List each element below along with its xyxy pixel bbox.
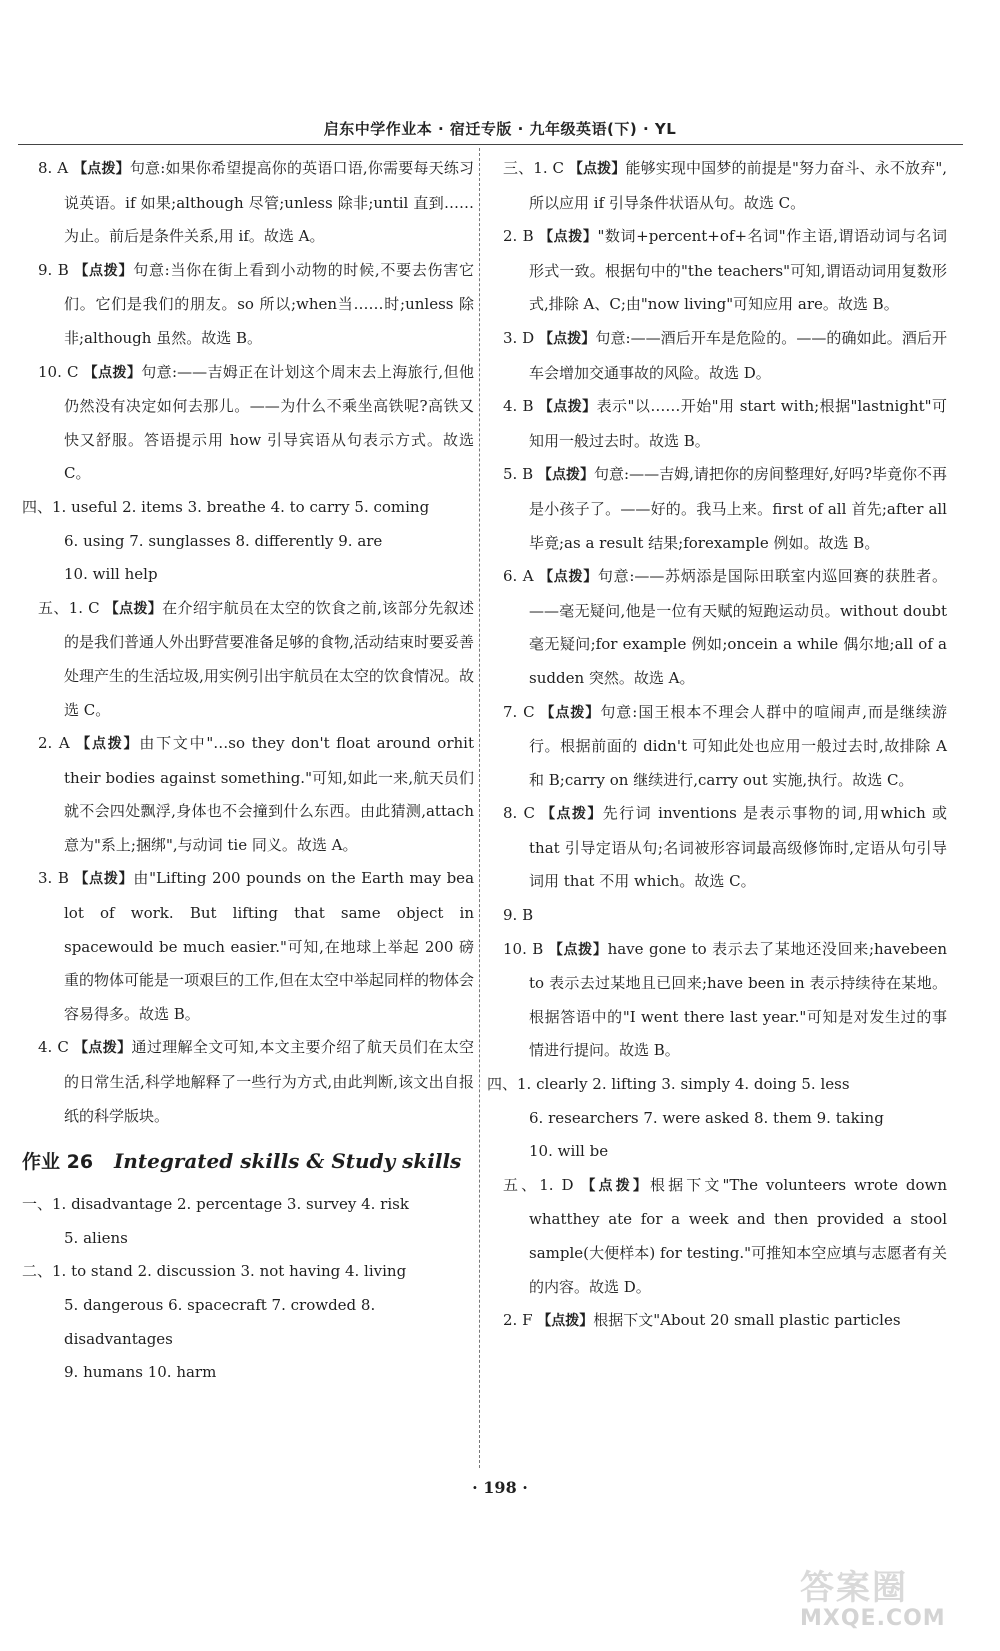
explanation-line: 根据下文"About 20 small plastic particles (593, 1311, 901, 1330)
answer-number: 5. B (503, 465, 534, 484)
answer-number: 7. C (503, 702, 535, 721)
answer-line: 10. will be (529, 1142, 609, 1161)
explanation-line: 乘坐高铁呢?高铁又快又舒服。答语提示用 how 引 (64, 397, 474, 449)
explanation-line: 由此猜测,attach 意为"系上;捆绑",与动词 tie 同义。 (64, 802, 474, 854)
explanation-line: 放弃",所以应用 if 引导条件状语从句。故选 C。 (529, 159, 947, 212)
right-section-3 (487, 152, 947, 1068)
explanation-line: 句意:——吉姆,请把你的房间整理好,好 (594, 465, 849, 484)
explanation-line: 天员们就不会四处飘浮,身体也不会撞到什么东西。 (64, 768, 474, 821)
explanation-line: 续待在某地。根据答语中的"I went there last year." (529, 974, 947, 1026)
explanation-line: example 例如。故选 B。 (704, 533, 880, 552)
tip-label: 【点拨】 (539, 229, 598, 246)
answer-number: 4. B (503, 397, 534, 416)
explanation-line: 施,执行。故选 C。 (787, 770, 914, 789)
answer-line: 5. dangerous 6. spacecraft 7. crowded 8. disadvantages (64, 1296, 376, 1348)
answer-number: 2. A (38, 734, 70, 753)
explanation-line: in a while 偶尔地;all of a sudden 突然。故选 A。 (529, 635, 947, 687)
answer-item (487, 899, 947, 933)
watermark-url: MXQE.COM (800, 1606, 946, 1631)
explanation-line: 可知是对发生过的事情进行提问。故选 B。 (529, 1007, 947, 1060)
explanation-line: 由"Lifting 200 pounds on the Earth may be (133, 869, 466, 888)
explanation-line: 是继续游行。根据前面的 didn't 可知此处也应用一般 (529, 702, 947, 756)
explanation-line: 句意:——苏炳添是国际田联室内巡回赛 (597, 567, 870, 586)
answer-item (22, 727, 474, 862)
answer-item (487, 1169, 947, 1304)
answer-item (487, 797, 947, 899)
answer-line: 5. aliens (64, 1228, 128, 1247)
answer-item (22, 254, 474, 356)
explanation-line: 如此。酒后开车会增加交通事故的风险。故选 D。 (529, 328, 947, 382)
tip-label: 【点拨】 (548, 941, 608, 958)
explanation-line: 宇航员在太空的饮食情况。故选 C。 (64, 666, 474, 719)
answer-item (22, 862, 474, 1031)
explanation-line: 当……时;unless 除非;although 虽然。故选 B。 (64, 295, 474, 347)
explanation-line: 句意:当你在街上看到小动物的时候,不要 (133, 260, 412, 279)
right-section-4 (487, 1068, 947, 1169)
tip-label: 【点拨】 (74, 871, 134, 888)
left-section-4 (22, 491, 474, 592)
explanation-line: 的物体会容易得多。故选 B。 (64, 971, 474, 1023)
tip-label: 【点拨】 (540, 704, 601, 721)
homework-number: 作业 26 (22, 1151, 94, 1174)
explanation-line: "数词+percent+of+名词"作主语,谓语 (597, 227, 870, 246)
explanation-line: night"可知用一般过去时。故选 B。 (529, 397, 947, 450)
explanation-line: 饰时,定语从句引导词用 that 不用 which。故选 C。 (529, 838, 947, 891)
answer-item (487, 152, 947, 220)
explanation-line: 去伤害它们。它们是我们的朋友。so 所以;when (64, 260, 474, 314)
tip-label: 【点拨】 (539, 330, 596, 347)
explanation-line: 旅行,但他仍然没有决定如何去那儿。——为什么不 (64, 362, 474, 416)
watermark-logo: 答案圈 (800, 1568, 908, 1608)
tip-label: 【点拨】 (538, 399, 597, 416)
explanation-line: have gone to 表示去了某地还没回来;have (607, 939, 910, 958)
explanation-line: 句意:国王根本不理会人群中的喧闹声,而 (600, 702, 885, 721)
explanation-line: 句意:——酒后开车是危险的。——的确 (595, 328, 857, 347)
explanation-line: 动员。without doubt 毫无疑问;for example 例如;once (529, 601, 947, 654)
homework-section-2 (22, 1255, 474, 1389)
answer-item (487, 220, 947, 322)
explanation-line: 导宾语从句表示方式。故选 C。 (64, 430, 474, 483)
answer-line: 四、1. useful 2. items 3. breathe 4. to carry 5. coming (22, 497, 430, 516)
tip-label: 【点拨】 (581, 1177, 650, 1194)
explanation-line: 活动结束时要妥善处理产生的生活垃圾,用实例引出 (64, 633, 474, 685)
answer-number: 8. C (503, 804, 535, 823)
explanation-line: 过去时,故排除 A 和 B;carry on 继续进行,carry out 实 (529, 737, 947, 789)
answer-number: 8. A (38, 159, 69, 177)
answer-item (487, 1304, 947, 1339)
tip-label: 【点拨】 (74, 262, 134, 279)
explanation-line: 表示"以……开始"用 start with;根据"last (596, 397, 885, 416)
homework-topic: Integrated skills & Study skills (113, 1149, 462, 1174)
explanation-line: 故选 A。 (296, 835, 358, 854)
answer-item (22, 152, 474, 254)
explanation-line: 吗?毕竟你不再是小孩子了。——好的。我马上来。 (529, 465, 948, 518)
explanation-line: 选 A。 (278, 227, 325, 246)
answer-number: 2. B (503, 227, 534, 246)
header-rule (18, 144, 963, 145)
answer-item (487, 458, 947, 560)
answer-item (22, 356, 474, 491)
answer-item (487, 933, 947, 1068)
site-watermark (800, 1560, 985, 1640)
tip-label: 【点拨】 (83, 364, 142, 381)
answer-line: 10. will help (64, 565, 158, 584)
answer-line: 四、1. clearly 2. lifting 3. simply 4. doing 5. less (487, 1075, 850, 1094)
left-answer-list (22, 152, 474, 491)
tip-label: 【点拨】 (541, 806, 603, 823)
explanation-line: which 或 that 引导定语从句;名词被形容词最高级修 (529, 804, 947, 857)
explanation-line: first of all 首先;after all 毕竟;as a result 结果;for (529, 499, 947, 552)
tip-label: 【点拨】 (537, 1313, 594, 1330)
tip-label: 【点拨】 (539, 569, 598, 586)
explanation-line: been to 表示去过某地且已回来;have been in 表示持 (529, 939, 948, 993)
explanation-line: 的物体可能是一项艰巨的工作,但在太空中举起同样 (79, 971, 414, 990)
explanation-line: 先叙述的是我们普通人外出野营要准备足够的食物, (64, 598, 474, 652)
answer-item (22, 592, 474, 727)
answer-item (487, 696, 947, 798)
tip-label: 【点拨】 (104, 600, 163, 617)
explanation-line: 的获胜者。——毫无疑问,他是一位有天赋的短跑运 (529, 567, 948, 620)
explanation-line: 通过理解全文可知,本文主要介绍了航天 (131, 1038, 398, 1057)
left-section-5 (22, 592, 474, 1134)
tip-label: 【点拨】 (76, 736, 140, 753)
explanation-line: 由下文中"…so they don't float around or (139, 734, 454, 753)
answer-number: 4. C (38, 1038, 69, 1057)
answer-number: 五、1. C (38, 598, 100, 617)
answer-number: 2. F (503, 1311, 533, 1330)
explanation-line: 关的内容。故选 D。 (529, 1244, 947, 1296)
answer-number: 三、1. C (503, 159, 564, 177)
explanation-line: 非;until 直到……为止。前后是条件关系,用 if。故 (64, 193, 474, 246)
explanation-line: 动词与名词形式一致。根据句中的"the teachers"可 (529, 227, 947, 280)
tip-label: 【点拨】 (73, 161, 130, 177)
answer-number: 五、1. D (503, 1175, 574, 1194)
homework-title (22, 1141, 474, 1182)
explanation-line: 句意:——吉姆正在计划这个周末去上海 (141, 362, 408, 381)
column-divider (479, 148, 480, 1468)
answer-item (487, 322, 947, 390)
tip-label: 【点拨】 (568, 161, 626, 177)
answer-line: 一、1. disadvantage 2. percentage 3. survey 4. risk (22, 1195, 409, 1214)
homework-section-1 (22, 1188, 474, 1255)
explanation-line: 先行词 inventions 是表示事物的词,用 (602, 804, 881, 823)
page-header: 启东中学作业本 · 宿迁专版 · 九年级英语(下) · YL (323, 120, 677, 138)
explanation-line: 要每天练习说英语。if 如果;although 尽管;unless 除 (64, 159, 475, 212)
explanation-line: (大便样本) for testing."可推知本空应填与志愿者有 (583, 1244, 932, 1262)
left-column (22, 152, 474, 1390)
right-column (487, 152, 947, 1339)
answer-number: 9. B (38, 260, 69, 279)
explanation-line: a lot of work. But lifting that same object in space (64, 869, 475, 956)
answer-number: 9. B (503, 906, 534, 925)
answer-item (487, 560, 947, 695)
explanation-line: 员们在太空的日常生活,科学地解释了一些行为方式, (64, 1038, 474, 1092)
explanation-line: 句意:如果你希望提高你的英语口语,你需 (129, 159, 399, 177)
explanation-line: they ate for a week and then provided a stool sample (529, 1210, 947, 1262)
explanation-line: 知,谓语动词用复数形式,排除 A、C;由"now living"可 (529, 261, 947, 314)
explanation-line: 在介绍宇航员在太空的饮食之前,该部分 (162, 598, 429, 617)
answer-line: 9. humans 10. harm (64, 1363, 217, 1382)
answer-number: 3. D (503, 328, 535, 347)
explanation-line: 能够实现中国梦的前提是"努力奋斗、永不 (625, 159, 906, 177)
answer-item (22, 1031, 474, 1133)
answer-number: 3. B (38, 869, 69, 888)
tip-label: 【点拨】 (74, 1040, 132, 1057)
answer-line: 二、1. to stand 2. discussion 3. not having 4. living (22, 1262, 407, 1281)
answer-line: 6. researchers 7. were asked 8. them 9. taking (529, 1108, 884, 1127)
explanation-line: 知应用 are。故选 B。 (748, 295, 899, 314)
page-number: · 198 · (472, 1478, 528, 1497)
answer-number: 10. B (503, 939, 544, 958)
answer-item (487, 390, 947, 458)
right-section-5 (487, 1169, 947, 1339)
explanation-line: 根据下文"The volunteers wrote down what (529, 1175, 948, 1229)
answer-line: 6. using 7. sunglasses 8. differently 9. are (64, 531, 383, 550)
answer-number: 6. A (503, 567, 534, 586)
explanation-line: hit their bodies against something."可知,如此一来,航 (64, 734, 474, 787)
explanation-line: would be much easier."可知,在地球上举起 200 磅重 (64, 937, 474, 990)
explanation-line: 由此判断,该文出自报纸的科学版块。 (64, 1073, 474, 1125)
answer-number: 10. C (38, 362, 79, 381)
tip-label: 【点拨】 (537, 467, 594, 484)
